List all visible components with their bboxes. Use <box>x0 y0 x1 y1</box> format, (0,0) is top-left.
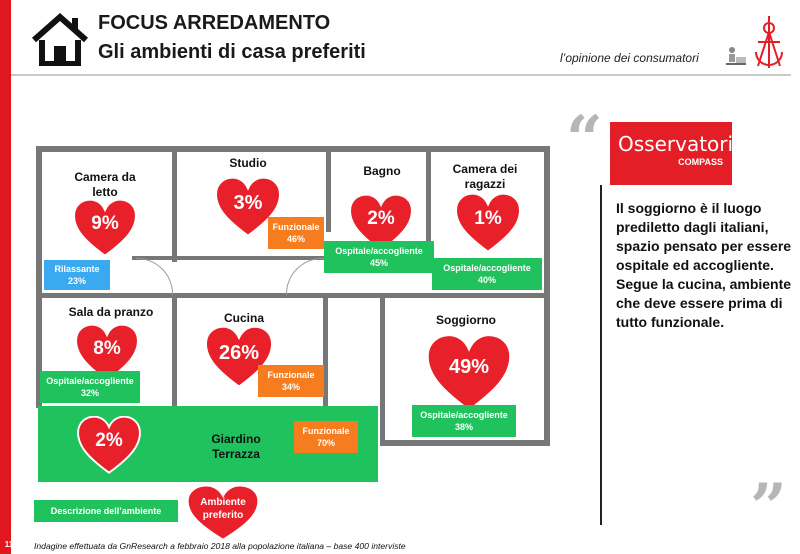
tag-label: Funzionale <box>267 370 315 380</box>
observatory-logo <box>610 122 746 185</box>
pct-cucina: 26% <box>218 342 260 364</box>
tag-pct: 46% <box>286 234 305 244</box>
tag-pct: 45% <box>369 258 388 268</box>
tag-studio <box>268 217 324 249</box>
tag-cucina <box>258 365 324 397</box>
room-name-camera-ragazzi: Camera dei ragazzi <box>452 162 518 191</box>
heart-soggiorno <box>424 334 514 412</box>
tag-label: Ospitale/accogliente <box>443 263 531 273</box>
pct-soggiorno: 49% <box>448 356 490 378</box>
tag-sala-pranzo <box>40 371 140 403</box>
tag-pct: 23% <box>67 276 86 286</box>
tag-bagno <box>324 241 434 273</box>
page-subtitle: Gli ambienti di casa preferiti <box>98 41 366 63</box>
tag-pct: 32% <box>80 388 99 398</box>
tag-camera-letto <box>44 260 110 290</box>
room-name-soggiorno: Soggiorno <box>436 313 496 327</box>
room-name-giardino <box>196 432 276 462</box>
tag-label: Ospitale/accogliente <box>46 376 134 386</box>
tag-label: Ospitale/accogliente <box>335 246 423 256</box>
legend-description <box>34 500 178 522</box>
observatory-logo-line2: COMPASS <box>678 157 723 167</box>
room-name-studio: Studio <box>229 156 267 170</box>
house-icon <box>30 12 90 66</box>
legend-heart-line2: preferito <box>202 510 244 521</box>
room-name-line1: Giardino <box>211 432 261 446</box>
legend-description-label: Descrizione dell’ambiente <box>50 506 162 516</box>
header-divider <box>11 74 791 76</box>
comment-text: Il soggiorno è il luogo prediletto dagli italiani, spazio pensato per essere ospitale ed accogliente. Segue la cucina, ambiente che deve essere prima di tutto funzionale. <box>616 200 792 330</box>
legend-heart-line1: Ambiente <box>200 497 246 508</box>
consumer-icon <box>724 44 748 68</box>
tag-giardino <box>294 421 358 453</box>
room-name-bagno: Bagno <box>363 164 401 178</box>
tag-camera-ragazzi <box>432 258 542 290</box>
tag-pct: 40% <box>477 275 496 285</box>
comment-divider <box>600 185 602 525</box>
room-name-line2: Terrazza <box>212 447 260 461</box>
pct-giardino: 2% <box>95 430 123 451</box>
page-title: FOCUS ARREDAMENTO <box>98 12 331 34</box>
pct-camera-letto: 9% <box>91 213 119 234</box>
heart-camera-letto <box>72 199 138 257</box>
tag-label: Funzionale <box>272 222 320 232</box>
footer-note: Indagine effettuata da GnResearch a febbraio 2018 alla popolazione italiana – base 400 interviste <box>34 541 406 551</box>
tag-label: Rilassante <box>54 264 100 274</box>
tag-pct: 70% <box>316 438 335 448</box>
room-name-sala-pranzo: Sala da pranzo <box>68 305 154 319</box>
room-name-camera-letto: Camera da letto <box>74 170 136 199</box>
pct-sala-pranzo: 8% <box>93 338 121 359</box>
close-quote-icon: ” <box>750 470 787 545</box>
observatory-logo-line1: Osservatorio <box>618 132 746 156</box>
tagline: l’opinione dei consumatori <box>560 51 699 65</box>
legend-heart <box>186 485 260 541</box>
tag-label: Funzionale <box>302 426 350 436</box>
heart-giardino <box>76 416 142 474</box>
pct-camera-ragazzi: 1% <box>474 208 502 229</box>
accent-bar <box>0 0 11 554</box>
compass-logo <box>752 12 786 72</box>
heart-camera-ragazzi <box>454 193 522 253</box>
pct-bagno: 2% <box>367 208 395 229</box>
open-quote-icon: “ <box>566 102 603 177</box>
page-number: 11 <box>4 540 14 549</box>
tag-soggiorno <box>412 405 516 437</box>
tag-pct: 34% <box>281 382 300 392</box>
tag-pct: 38% <box>454 422 473 432</box>
pct-studio: 3% <box>233 192 263 214</box>
tag-label: Ospitale/accogliente <box>420 410 508 420</box>
room-name-cucina: Cucina <box>223 311 264 325</box>
